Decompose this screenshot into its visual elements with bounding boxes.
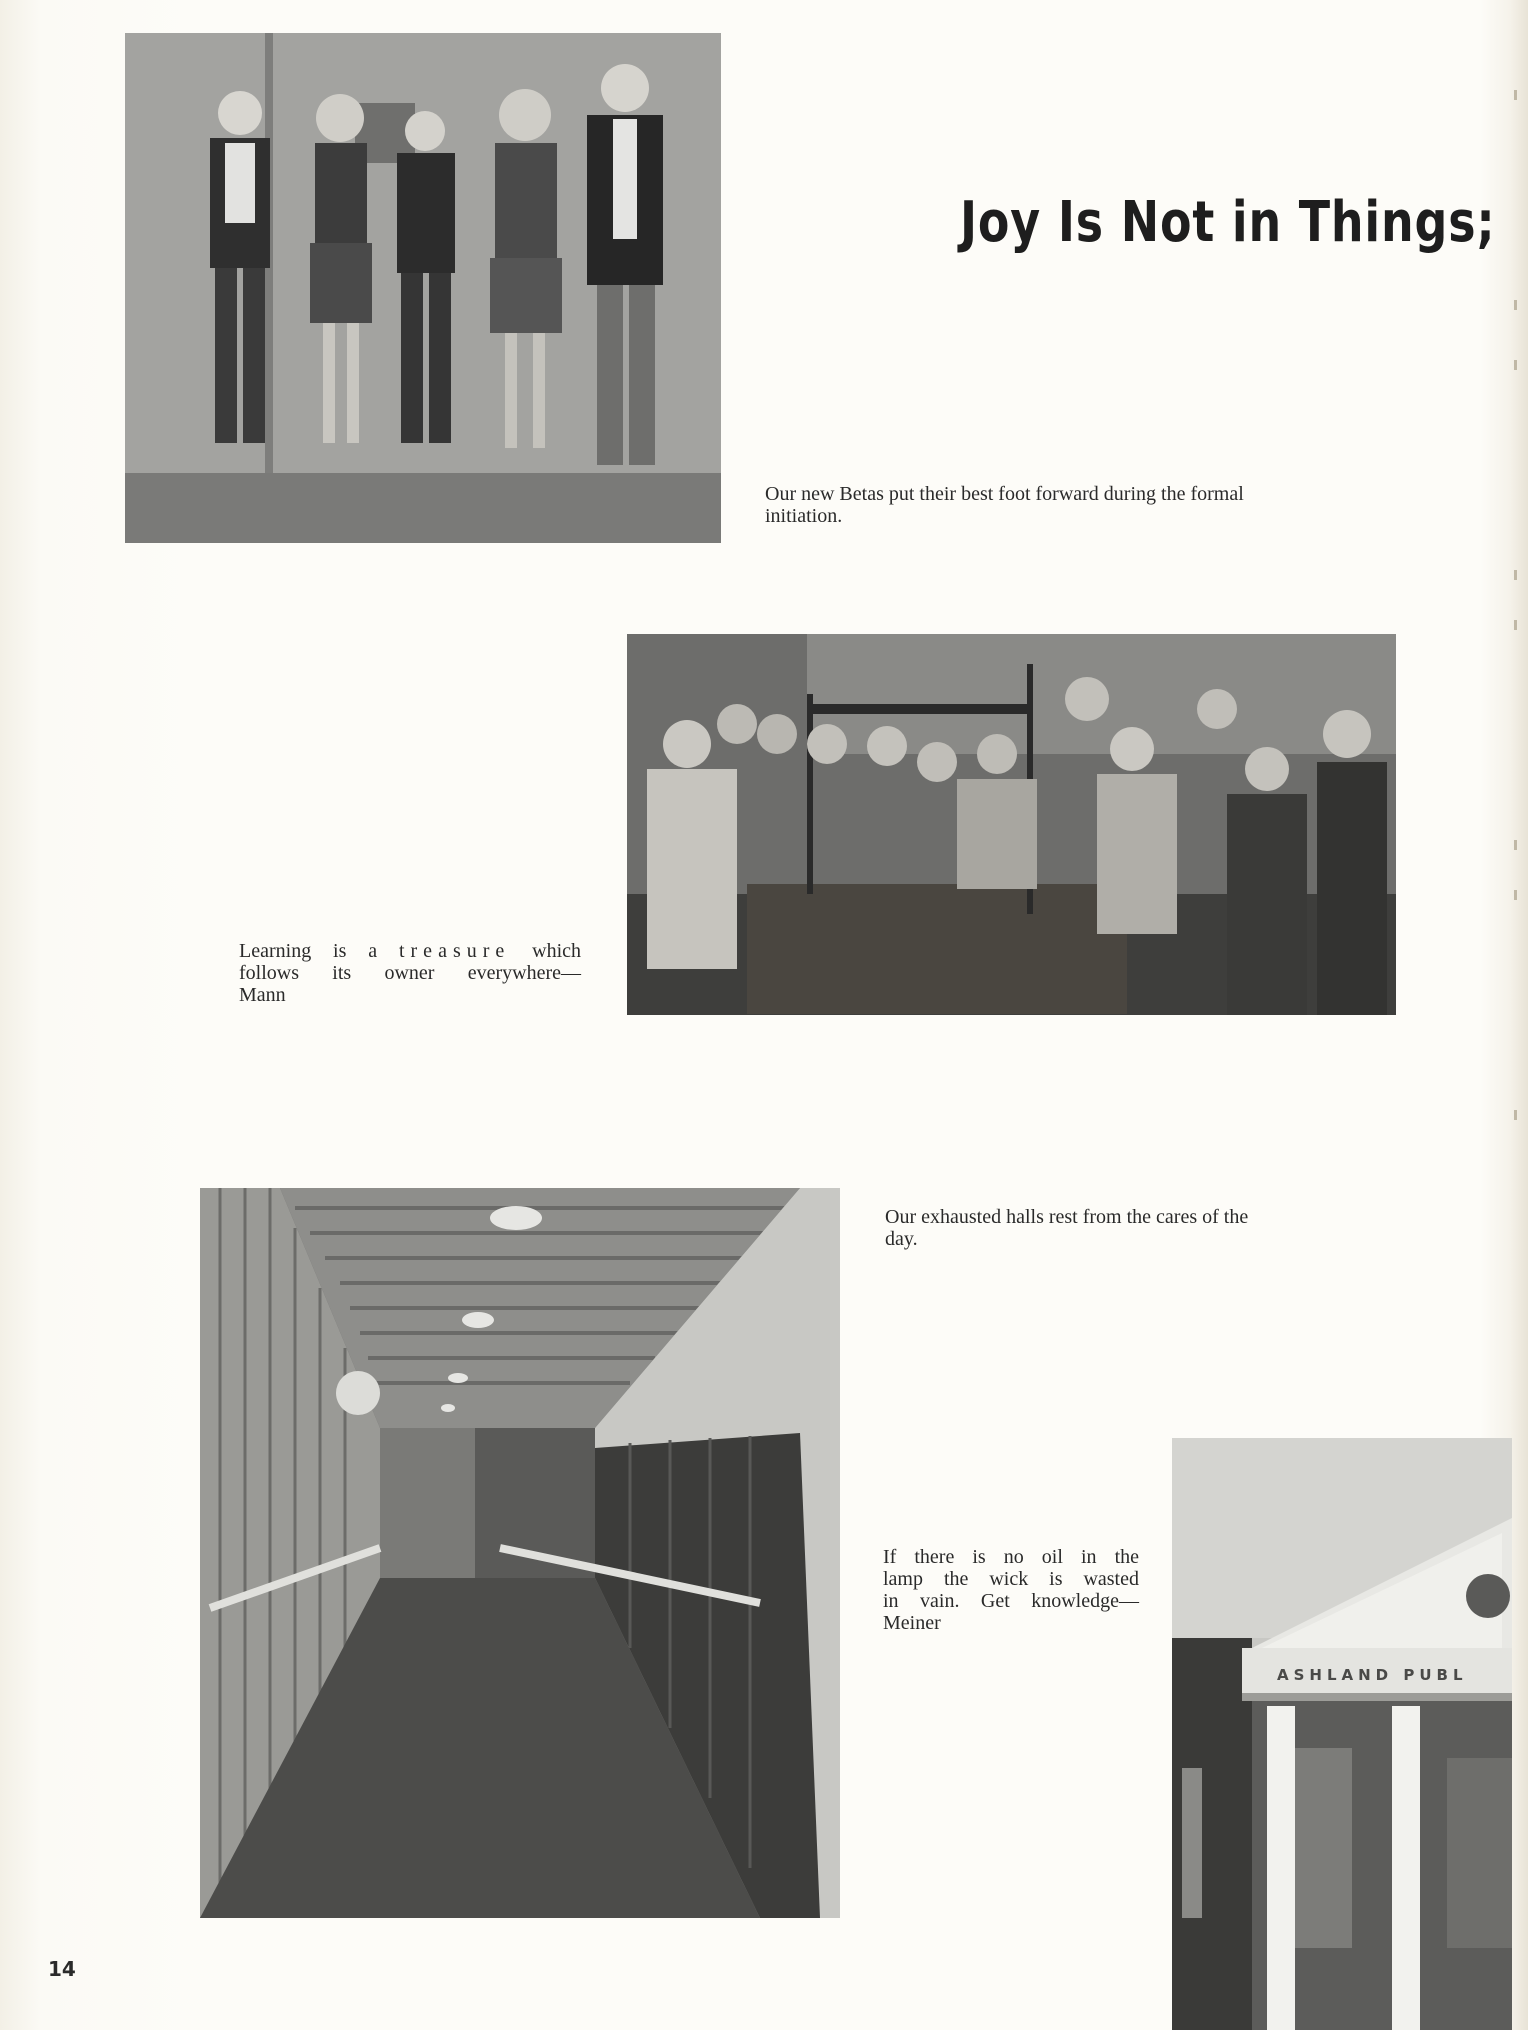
oil-lamp-quote-line-1: If there is no oil in the bbox=[883, 1546, 1139, 1568]
page-title: Joy Is Not in Things; bbox=[960, 190, 1496, 255]
oil-lamp-quote-line-3: in vain. Get knowledge— bbox=[883, 1590, 1139, 1612]
learning-quote-line-1: Learning is a treasure which bbox=[239, 940, 582, 962]
science-class-photo bbox=[627, 634, 1396, 1015]
binding-edge-marks bbox=[1512, 80, 1522, 1280]
page-number: 14 bbox=[48, 1957, 76, 1981]
learning-quote-line-2: follows its owner everywhere— bbox=[239, 962, 581, 984]
building-sign: ASHLAND PUBL bbox=[1277, 1666, 1468, 1684]
learning-quote-attribution: Mann bbox=[239, 984, 286, 1006]
hallway-lockers-photo bbox=[200, 1188, 840, 1918]
learning-quote bbox=[239, 940, 581, 1006]
betas-initiation-photo bbox=[125, 33, 721, 543]
oil-lamp-quote bbox=[883, 1546, 1139, 1634]
oil-lamp-quote-line-2: lamp the wick is wasted bbox=[883, 1568, 1139, 1590]
oil-lamp-quote-attribution: Meiner bbox=[883, 1612, 941, 1634]
halls-caption: Our exhausted halls rest from the cares of the day. bbox=[885, 1206, 1249, 1250]
betas-caption: Our new Betas put their best foot forward during the formal initiation. bbox=[765, 483, 1244, 527]
ashland-library-photo bbox=[1172, 1438, 1512, 2030]
